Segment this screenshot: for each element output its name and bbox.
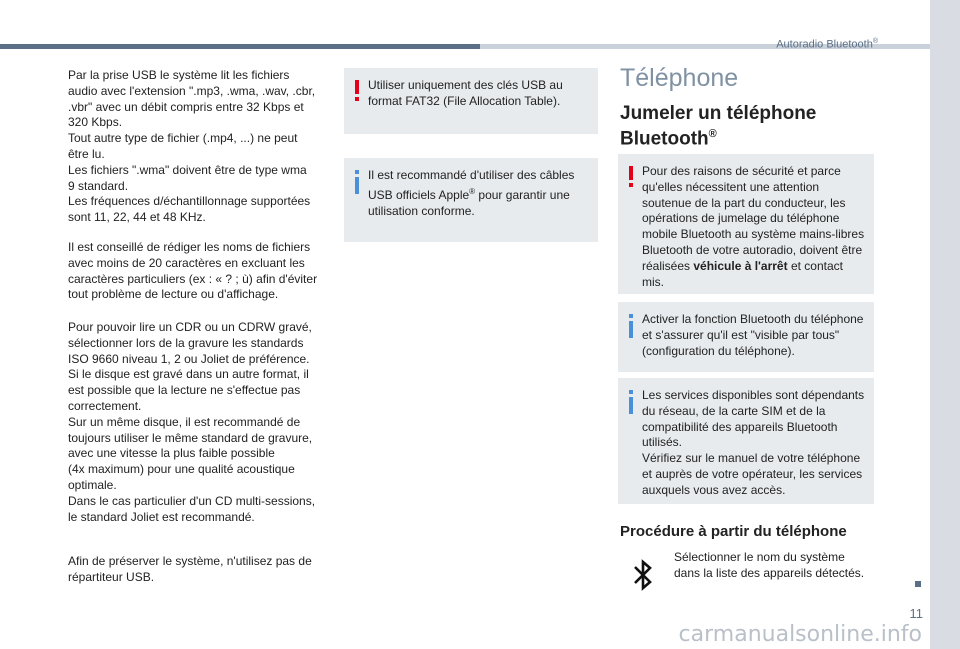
warning-exclamation-icon — [626, 166, 636, 188]
section-title: Téléphone — [620, 64, 739, 92]
info-services-text: Les services disponibles sont dépendants du réseau, de la carte SIM et de la compatibilité des appareils Bluetooth utilisés. Vérifiez sur le manuel de votre téléphone et auprès de votre opérateur, les services auxquels vous avez accès. — [642, 388, 865, 497]
warning-note-safety — [618, 154, 874, 294]
paragraph-usb-splitter: Afin de préserver le système, n'utilisez pas de répartiteur USB. — [68, 554, 312, 584]
warning-safety-bold: véhicule à l'arrêt — [693, 258, 788, 273]
subsection-title — [620, 104, 880, 149]
warning-usb-text: Utiliser uniquement des clés USB au format FAT32 (File Allocation Table). — [368, 78, 563, 108]
registered-mark: ® — [872, 38, 878, 45]
paragraph-usb-formats: Par la prise USB le système lit les fichiers audio avec l'extension ".mp3, .wma, .wav, .cbr, .vbr" avec un débit compris entre 32 Kbps et 320 Kbps. Tout autre type de fichier (.mp4, ...) ne peut être lu. Les fichiers ".wma" doivent être de type wma 9 standard. Les fréquences d/échantillonnage supportées sont 11, 22, 44 et 48 KHz. — [68, 68, 316, 225]
bluetooth-icon — [632, 558, 654, 592]
procedure-step-text: Sélectionner le nom du système dans la liste des appareils détectés. — [674, 550, 865, 580]
info-cables-text — [368, 168, 590, 219]
info-cables-text-b: pour garantir une utilisation conforme. — [368, 187, 570, 218]
continued-marker — [915, 581, 921, 587]
apple-registered-mark: ® — [469, 186, 476, 196]
warning-safety-text — [642, 164, 866, 290]
info-icon — [352, 170, 362, 194]
warning-exclamation-icon — [352, 80, 362, 102]
paragraph-cd-burning: Pour pouvoir lire un CDR ou un CDRW gravé, sélectionner lors de la gravure les standards ISO 9660 niveau 1, 2 ou Joliet de préférence. Si le disque est gravé dans un autre format, il est possible que la lecture ne s'effectue pas correctement. Sur un même disque, il est recommandé de toujours utiliser le même standard de gravure, avec une vitesse la plus faible possible (4x maximum) pour une qualité acoustique optimale. Dans le cas particulier d'un CD multi-sessions, le standard Joliet est recommandé. — [68, 320, 316, 524]
running-title — [776, 38, 878, 51]
warning-safety-text-b: et contact mis. — [642, 258, 843, 289]
bluetooth-registered-mark: ® — [708, 128, 717, 140]
page-edge-tab — [930, 0, 960, 649]
warning-note-usb — [344, 68, 598, 134]
info-icon — [626, 390, 636, 414]
info-cables-text-a: Il est recommandé d'utiliser des câbles USB officiels Apple — [368, 168, 575, 202]
info-note-activate — [618, 302, 874, 372]
paragraph-file-names: Il est conseillé de rédiger les noms de fichiers avec moins de 20 caractères en excluant les caractères particuliers (ex : « ? ; ù) afin d'éviter tout problème de lecture ou d'affichage. — [68, 240, 318, 302]
info-note-services — [618, 378, 874, 504]
running-title-text: Autoradio Bluetooth — [776, 38, 873, 51]
info-activate-text: Activer la fonction Bluetooth du téléphone et s'assurer qu'il est "visible par tous" (configuration du téléphone). — [642, 312, 864, 358]
info-icon — [626, 314, 636, 338]
subsection-title-text: Jumeler un téléphone Bluetooth — [620, 103, 817, 150]
page-number: 11 — [909, 606, 923, 621]
watermark: carmanualsonline.info — [678, 622, 922, 647]
info-note-cables — [344, 158, 598, 242]
header-rule-dark — [0, 44, 480, 49]
warning-safety-text-a: Pour des raisons de sécurité et parce qu'elles nécessitent une attention soutenue de la part du conducteur, les opérations de jumelage du téléphone mobile Bluetooth au système mains-libres Bluetooth de votre autoradio, doivent être réalisées — [642, 164, 865, 273]
procedure-title: Procédure à partir du téléphone — [620, 523, 847, 540]
